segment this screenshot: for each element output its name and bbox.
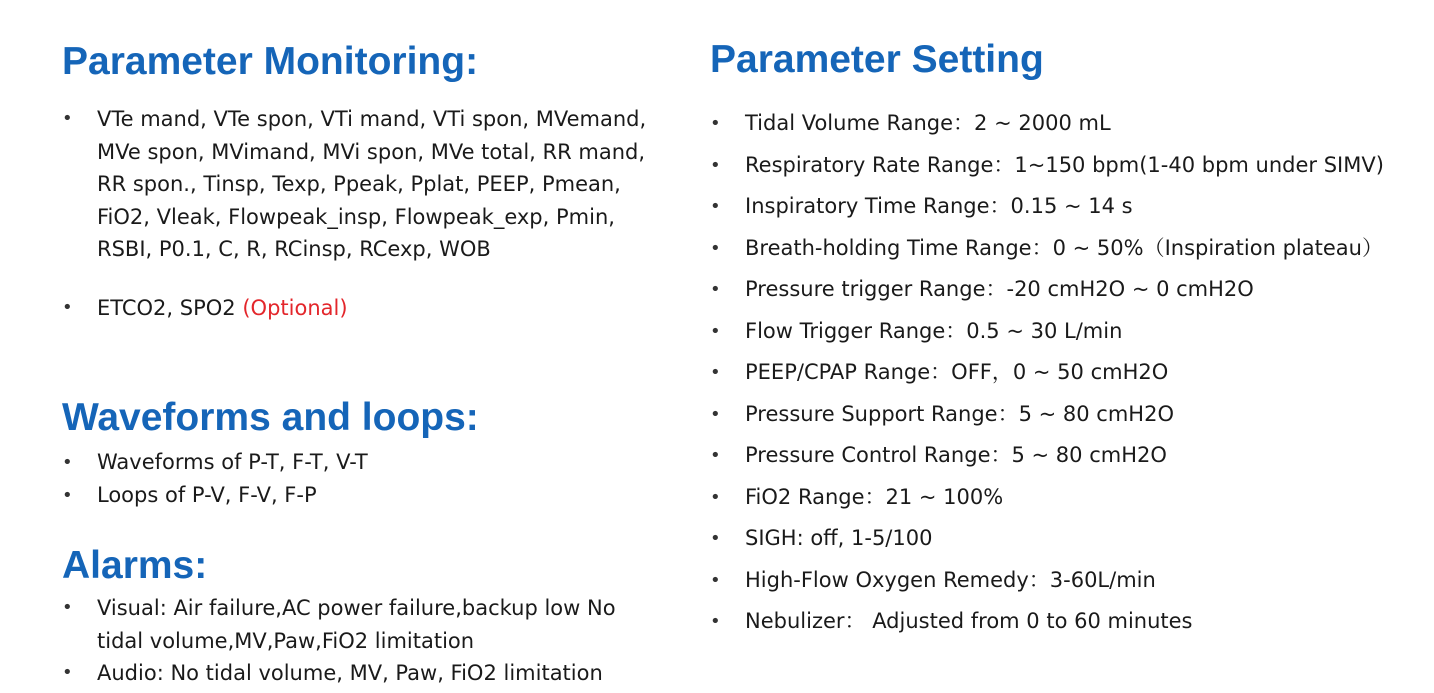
- loops-text: Loops of P-V, F-V, F-P: [97, 483, 317, 507]
- alarms-heading: Alarms:: [62, 544, 208, 587]
- bullet-icon: •: [710, 237, 721, 259]
- respiratory-rate-range: Respiratory Rate Range：1~150 bpm(1-40 bpm under SIMV): [745, 152, 1384, 177]
- sigh-setting: SIGH: off, 1-5/100: [745, 526, 933, 550]
- bullet-icon: •: [710, 154, 721, 176]
- bullet-icon: •: [62, 597, 73, 618]
- alarms-list: [62, 592, 662, 690]
- visual-alarm-text: Visual: Air failure,AC power failure,backup low No tidal volume,MV,Paw,FiO2 limitation: [97, 596, 616, 653]
- nebulizer-setting: Nebulizer： Adjusted from 0 to 60 minutes: [745, 609, 1193, 633]
- bullet-icon: •: [710, 486, 721, 508]
- bullet-icon: •: [710, 611, 721, 632]
- inspiratory-time-range: Inspiratory Time Range：0.15 ~ 14 s: [745, 194, 1133, 218]
- peep-cpap-range: PEEP/CPAP Range：OFF，0 ~ 50 cmH2O: [745, 360, 1169, 384]
- pressure-support-range: Pressure Support Range：5 ~ 80 cmH2O: [745, 401, 1174, 426]
- bullet-icon: •: [62, 485, 73, 506]
- list-item: [710, 601, 1430, 643]
- high-flow-oxygen-remedy: High-Flow Oxygen Remedy：3-60L/min: [745, 567, 1156, 592]
- monitoring-parameters-text: VTe mand, VTe spon, VTi mand, VTi spon, MVemand, MVe spon, MVimand, MVi spon, MVe total, RR mand, RR spon., Tinsp, Texp, Ppeak, Pplat, PEEP, Pmean, FiO2, Vleak, Flowpeak_insp, Flowpeak_exp, Pmin, RSBI, P0.1, C, R, RCinsp, RCexp, WOB: [97, 107, 647, 261]
- list-item: [710, 186, 1430, 228]
- parameter-monitoring-list: [62, 103, 662, 324]
- list-item: [62, 446, 662, 479]
- bullet-icon: •: [710, 362, 721, 383]
- list-item: [710, 228, 1430, 270]
- list-item: [62, 292, 662, 325]
- breath-holding-time-range: Breath-holding Time Range：0 ~ 50%（Inspiration plateau）: [745, 235, 1383, 260]
- bullet-icon: •: [710, 528, 721, 549]
- list-item: [62, 103, 662, 266]
- pressure-trigger-range: Pressure trigger Range：-20 cmH2O ~ 0 cmH2O: [745, 277, 1254, 301]
- list-item: [710, 103, 1430, 145]
- parameter-setting-heading: Parameter Setting: [710, 38, 1044, 81]
- audio-alarm-text: Audio: No tidal volume, MV, Paw, FiO2 limitation: [97, 661, 603, 685]
- flow-trigger-range: Flow Trigger Range：0.5 ~ 30 L/min: [745, 318, 1123, 343]
- tidal-volume-range: Tidal Volume Range：2 ~ 2000 mL: [745, 111, 1111, 135]
- waveforms-list: [62, 446, 662, 512]
- bullet-icon: •: [710, 569, 721, 591]
- bullet-icon: •: [710, 320, 721, 342]
- bullet-icon: •: [62, 296, 73, 318]
- list-item: [710, 269, 1430, 311]
- waveforms-heading: Waveforms and loops:: [62, 396, 479, 439]
- bullet-icon: •: [710, 445, 721, 466]
- list-item: [710, 311, 1430, 353]
- parameter-setting-list: [710, 103, 1430, 643]
- pressure-control-range: Pressure Control Range：5 ~ 80 cmH2O: [745, 443, 1167, 467]
- list-item: [710, 560, 1430, 602]
- list-item: [710, 352, 1430, 394]
- optional-label: (Optional): [242, 295, 348, 320]
- list-item: [62, 592, 662, 657]
- bullet-icon: •: [710, 403, 721, 425]
- bullet-icon: •: [62, 452, 73, 473]
- list-item: [710, 435, 1430, 477]
- list-item: [710, 477, 1430, 519]
- fio2-range: FiO2 Range：21 ~ 100%: [745, 484, 1004, 509]
- bullet-icon: •: [710, 113, 721, 134]
- parameter-monitoring-heading: Parameter Monitoring:: [62, 40, 479, 83]
- etco2-spo2-text: ETCO2, SPO2: [97, 295, 243, 320]
- bullet-icon: •: [62, 662, 73, 683]
- bullet-icon: •: [710, 279, 721, 300]
- waveforms-text: Waveforms of P-T, F-T, V-T: [97, 450, 368, 474]
- list-item: [710, 518, 1430, 560]
- list-item: [62, 479, 662, 512]
- bullet-icon: •: [710, 196, 721, 217]
- list-item: [62, 657, 662, 690]
- bullet-icon: •: [62, 108, 73, 129]
- list-item: [710, 145, 1430, 187]
- list-item: [710, 394, 1430, 436]
